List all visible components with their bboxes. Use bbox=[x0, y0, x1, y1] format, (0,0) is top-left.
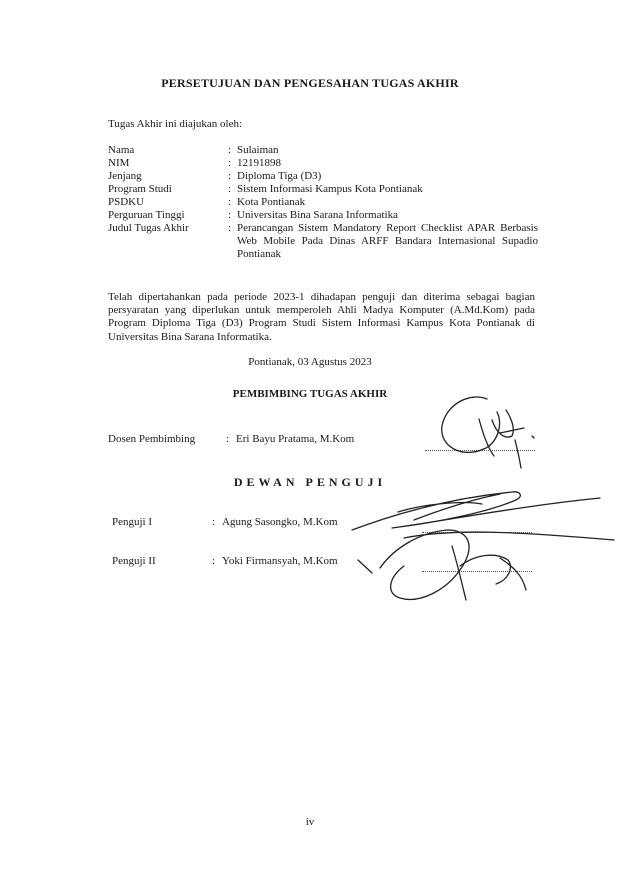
examiner-name: Yoki Firmansyah, M.Kom bbox=[222, 555, 338, 567]
examiner-colon: : bbox=[212, 555, 216, 567]
place-date: Pontianak, 03 Agustus 2023 bbox=[248, 356, 372, 368]
info-row-psdku bbox=[108, 196, 538, 209]
examiner-2-signature-line bbox=[422, 571, 532, 572]
info-colon: : bbox=[228, 196, 232, 208]
info-value: Universitas Bina Sarana Informatika bbox=[237, 209, 398, 221]
approval-paragraph: Telah dipertahankan pada periode 2023-1 dihadapan penguji dan diterima sebagai bagian persyaratan yang diperlukan untuk memperoleh Ahli Madya Komputer (A.Md.Kom) pada Program Diploma Tiga (D3) Program Studi Sistem Informasi Kampus Kota Pontianak di Universitas Bina Sarana Informatika. bbox=[108, 291, 535, 343]
examiner-name: Agung Sasongko, M.Kom bbox=[222, 516, 338, 528]
supervisor-signature-line bbox=[425, 450, 535, 451]
info-row-program bbox=[108, 183, 538, 196]
intro-text: Tugas Akhir ini diajukan oleh: bbox=[108, 118, 243, 130]
supervisor-label: Dosen Pembimbing bbox=[108, 433, 196, 445]
info-label: PSDKU bbox=[108, 196, 145, 208]
info-label: Program Studi bbox=[108, 183, 172, 195]
info-value: Diploma Tiga (D3) bbox=[237, 170, 322, 182]
info-row-thesis-title bbox=[108, 222, 538, 261]
info-row-nim bbox=[108, 157, 538, 170]
examiner-colon: : bbox=[212, 516, 216, 528]
examiner-label: Penguji II bbox=[112, 555, 156, 567]
info-label: Jenjang bbox=[108, 170, 142, 182]
info-row-name bbox=[108, 144, 538, 157]
supervisor-colon: : bbox=[226, 433, 230, 445]
info-label: NIM bbox=[108, 157, 130, 169]
examiner-label: Penguji I bbox=[112, 516, 153, 528]
examiner-1-signature-line bbox=[422, 532, 532, 533]
info-colon: : bbox=[228, 144, 232, 156]
info-colon: : bbox=[228, 222, 232, 234]
supervisor-signature bbox=[442, 397, 534, 468]
examiner-row-1 bbox=[112, 516, 338, 528]
info-label: Perguruan Tinggi bbox=[108, 209, 185, 221]
supervisor-heading: PEMBIMBING TUGAS AKHIR bbox=[232, 388, 388, 400]
examiner-2-signature bbox=[358, 530, 526, 600]
info-value: Perancangan Sistem Mandatory Report Checklist APAR Berbasis Web Mobile Pada Dinas ARFF Bandara Internasional Supadio Pontianak bbox=[237, 222, 538, 260]
info-value: 12191898 bbox=[237, 157, 281, 169]
info-row-level bbox=[108, 170, 538, 183]
info-row-university bbox=[108, 209, 538, 222]
supervisor-name: Eri Bayu Pratama, M.Kom bbox=[236, 433, 355, 445]
examiner-row-2 bbox=[112, 555, 338, 567]
info-label: Nama bbox=[108, 144, 135, 156]
info-colon: : bbox=[228, 183, 232, 195]
page-title: PERSETUJUAN DAN PENGESAHAN TUGAS AKHIR bbox=[161, 76, 459, 90]
examiners-heading: DEWAN PENGUJI bbox=[233, 475, 387, 489]
info-value: Sistem Informasi Kampus Kota Pontianak bbox=[237, 183, 423, 195]
info-value: Sulaiman bbox=[237, 144, 279, 156]
page-number: iv bbox=[305, 816, 315, 828]
info-colon: : bbox=[228, 157, 232, 169]
info-colon: : bbox=[228, 170, 232, 182]
supervisor-row bbox=[108, 433, 354, 445]
info-colon: : bbox=[228, 209, 232, 221]
student-info bbox=[108, 144, 538, 261]
info-value: Kota Pontianak bbox=[237, 196, 306, 208]
info-label: Judul Tugas Akhir bbox=[108, 222, 189, 234]
